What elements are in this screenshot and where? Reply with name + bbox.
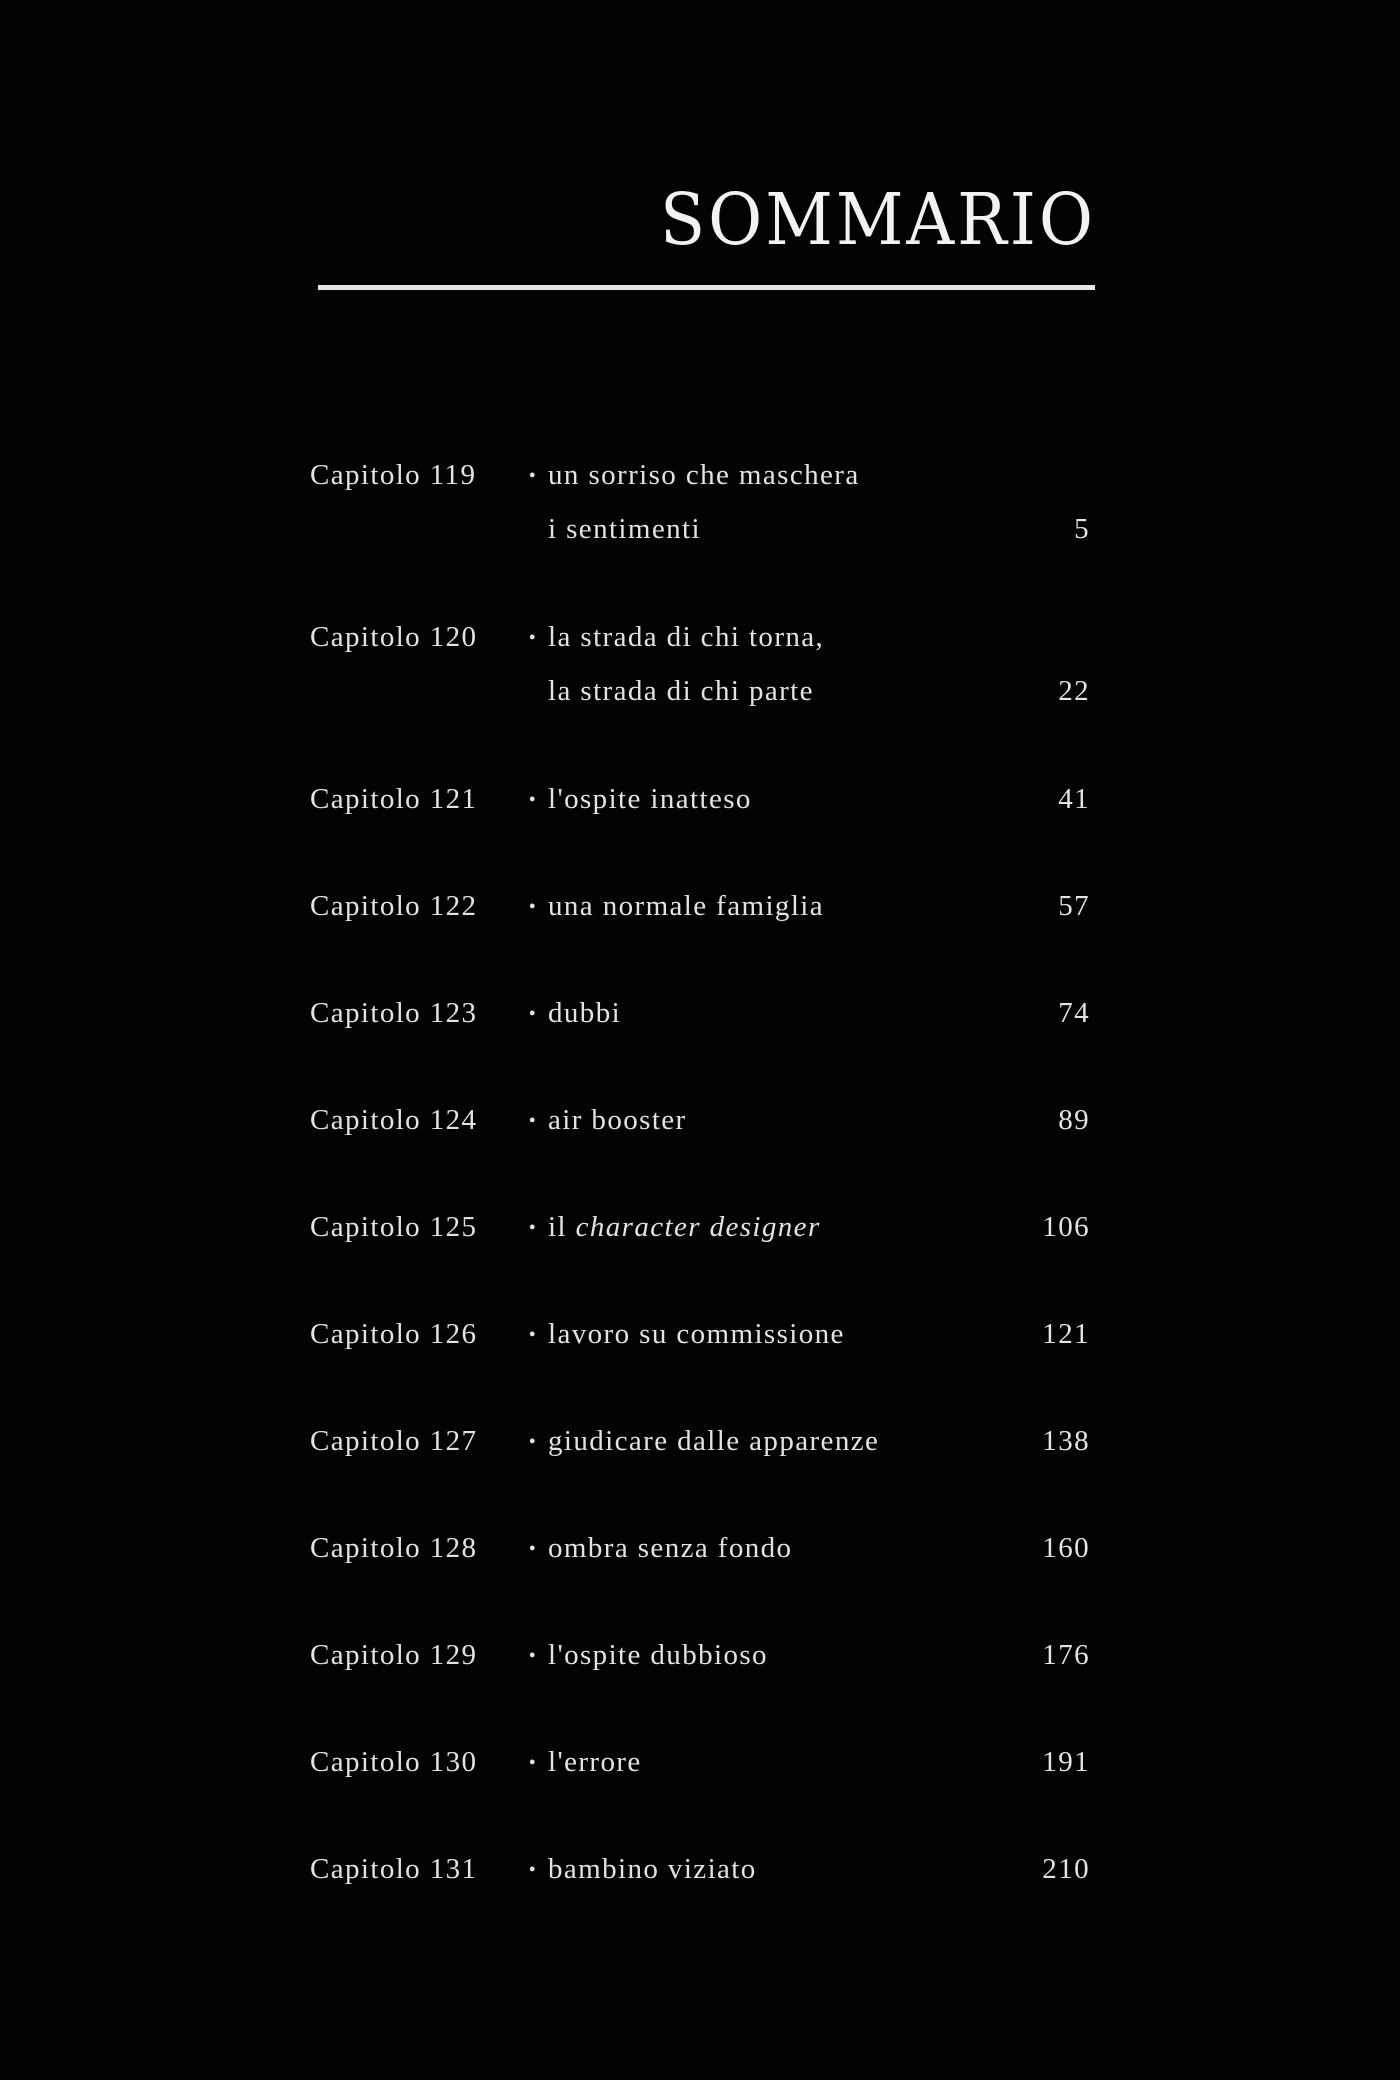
chapter-subtitle-prefix: il	[548, 1211, 567, 1243]
chapter-subtitle: ombra senza fondo	[548, 1532, 793, 1564]
page-number: 89	[1058, 1104, 1090, 1136]
page-number: 74	[1058, 997, 1090, 1029]
page-number: 176	[1042, 1639, 1090, 1671]
bullet-separator: •	[528, 627, 538, 649]
toc-entry-129	[310, 1628, 1090, 1682]
toc-entry-line	[310, 1307, 1090, 1361]
page-number: 106	[1042, 1211, 1090, 1243]
bullet-separator: •	[528, 1003, 538, 1025]
chapter-number: Capitolo 121	[310, 783, 478, 815]
page-number: 121	[1042, 1318, 1090, 1350]
page-number: 191	[1042, 1746, 1090, 1778]
toc-entry-119	[310, 448, 1090, 556]
chapter-subtitle-italic: character designer	[575, 1211, 821, 1243]
toc-entry-121	[310, 772, 1090, 826]
toc-entry-130	[310, 1735, 1090, 1789]
toc-entry-122	[310, 879, 1090, 933]
bullet-separator: •	[528, 1324, 538, 1346]
bullet-separator: •	[528, 1217, 538, 1239]
toc-entry-125	[310, 1200, 1090, 1254]
bullet-separator: •	[528, 465, 538, 487]
chapter-subtitle: la strada di chi torna,	[548, 621, 825, 653]
chapter-subtitle: lavoro su commissione	[548, 1318, 845, 1350]
toc-entry-123	[310, 986, 1090, 1040]
toc-entry-line	[310, 986, 1090, 1040]
toc-entry-continuation	[310, 502, 1090, 556]
page-number: 160	[1042, 1532, 1090, 1564]
chapter-number: Capitolo 119	[310, 459, 477, 491]
chapter-number: Capitolo 129	[310, 1639, 478, 1671]
bullet-separator: •	[528, 1431, 538, 1453]
page-title: SOMMARIO	[659, 178, 1096, 262]
chapter-subtitle: bambino viziato	[548, 1853, 757, 1885]
page-number: 57	[1058, 890, 1090, 922]
toc-entry-127	[310, 1414, 1090, 1468]
toc-entry-line	[310, 1735, 1090, 1789]
toc-entry-line	[310, 1414, 1090, 1468]
toc-entry-line	[310, 879, 1090, 933]
chapter-number: Capitolo 126	[310, 1318, 478, 1350]
chapter-number: Capitolo 130	[310, 1746, 478, 1778]
chapter-subtitle: un sorriso che maschera	[548, 459, 860, 491]
toc-entry-120	[310, 610, 1090, 718]
bullet-separator: •	[528, 1859, 538, 1881]
toc-entry-line	[310, 1200, 1090, 1254]
bullet-separator: •	[528, 1538, 538, 1560]
toc-entry-line	[310, 610, 1090, 664]
chapter-subtitle: l'errore	[548, 1746, 642, 1778]
toc-entry-128	[310, 1521, 1090, 1575]
bullet-separator: •	[528, 1752, 538, 1774]
chapter-subtitle: dubbi	[548, 997, 622, 1029]
toc-entry-124	[310, 1093, 1090, 1147]
toc-entry-line	[310, 1093, 1090, 1147]
page-number: 210	[1042, 1853, 1090, 1885]
chapter-number: Capitolo 122	[310, 890, 478, 922]
bullet-separator: •	[528, 1645, 538, 1667]
page-number: 41	[1058, 783, 1090, 815]
toc-entry-126	[310, 1307, 1090, 1361]
chapter-subtitle: giudicare dalle apparenze	[548, 1425, 880, 1457]
toc-entry-line	[310, 1842, 1090, 1896]
chapter-subtitle-continued: la strada di chi parte	[548, 675, 814, 707]
page-number: 138	[1042, 1425, 1090, 1457]
chapter-subtitle	[548, 1200, 821, 1254]
toc-entry-line	[310, 1628, 1090, 1682]
bullet-separator: •	[528, 789, 538, 811]
chapter-number: Capitolo 131	[310, 1853, 478, 1885]
chapter-number: Capitolo 125	[310, 1211, 478, 1243]
toc-entry-line	[310, 1521, 1090, 1575]
bullet-separator: •	[528, 1110, 538, 1132]
bullet-separator: •	[528, 896, 538, 918]
toc-entry-line	[310, 448, 1090, 502]
chapter-subtitle: air booster	[548, 1104, 687, 1136]
toc-entry-continuation	[310, 664, 1090, 718]
chapter-subtitle: l'ospite dubbioso	[548, 1639, 768, 1671]
chapter-subtitle: una normale famiglia	[548, 890, 825, 922]
chapter-subtitle: l'ospite inatteso	[548, 783, 752, 815]
chapter-number: Capitolo 127	[310, 1425, 478, 1457]
chapter-number: Capitolo 128	[310, 1532, 478, 1564]
chapter-subtitle-continued: i sentimenti	[548, 513, 701, 545]
chapter-number: Capitolo 124	[310, 1104, 478, 1136]
chapter-number: Capitolo 123	[310, 997, 478, 1029]
page-number: 22	[1058, 675, 1090, 707]
toc-entry-131	[310, 1842, 1090, 1896]
chapter-number: Capitolo 120	[310, 621, 478, 653]
toc-entry-line	[310, 772, 1090, 826]
page-number: 5	[1074, 513, 1090, 545]
